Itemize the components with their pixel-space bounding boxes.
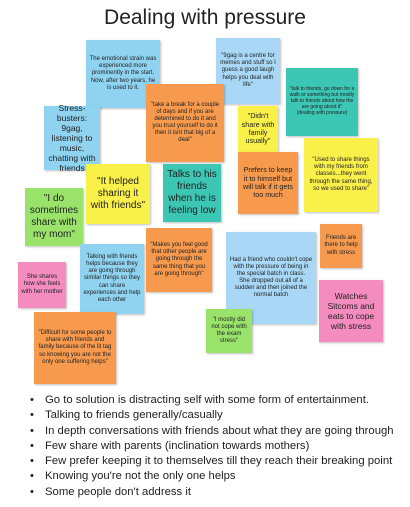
sticky-note: Had a friend who couldn't cope with the pressure of being in the special batch in class. She dropped out all of a sudden and then joined the normal batch (226, 232, 316, 324)
sticky-note: "9gag is a centre for memes and stuff so I guess a good laugh helps you deal with life" (216, 38, 280, 104)
page-title: Dealing with pressure (104, 6, 306, 29)
list-item: • Few prefer keeping it to themselves till they reach their breaking point (45, 454, 410, 469)
sticky-note: She shares how she feels with her mother (18, 262, 66, 308)
sticky-note: "Difficult for some people to share with friends and family because of the lit tag so knowing you are not the only one suffering helps" (34, 312, 116, 384)
list-item: • Talking to friends generally/casually (45, 408, 410, 423)
sticky-note: "I mostly did not cope with the exam stress" (206, 309, 252, 353)
sticky-note: Talking with friends helps because they are going through similar things so they can share experiences and help each other (80, 244, 144, 314)
list-item: • Knowing you're not the only one helps (45, 469, 410, 484)
sticky-note: Stress-busters: 9gag, listening to music, chatting with friends (44, 106, 100, 170)
sticky-note: Friends are there to help with stress (320, 224, 362, 268)
sticky-note: "I do sometimes share with my mom" (25, 188, 83, 246)
sticky-note: The emotional strain was experienced more prominently in the start. Now, after two years, he is used to it. (86, 40, 160, 108)
sticky-note: "Didn't share with family usually" (238, 106, 278, 152)
sticky-note: Watches Sitcoms and eats to cope with stress (319, 280, 383, 342)
sticky-note: "Used to share things with my friends from classes...they went through the same thing, so we used to share" (304, 138, 378, 212)
sticky-note: "take a break for a couple of days and if you are determined to do it and you trust yourself to do it then it isnt that big of a deal" (146, 84, 224, 162)
sticky-note: Prefers to keep it to himself but will talk if it gets too much (238, 152, 298, 214)
list-item: • In depth conversations with friends about what they are going through (45, 424, 410, 439)
list-item: • Few share with parents (inclination towards mothers) (45, 439, 410, 454)
sticky-note: "talk to friends, go down for a walk or something but mostly talk to friends about how the are going about it" (dealing with pressure) (286, 68, 358, 136)
sticky-note: "Makes you feel good that other people are going through the same thing that you are going through" (146, 228, 212, 292)
sticky-note: "It helped sharing it with friends" (86, 164, 150, 224)
list-item: • Some people don't address it (45, 485, 410, 500)
sticky-note: Talks to his friends when he is feeling low (163, 164, 221, 222)
summary-list (27, 393, 410, 500)
list-item: • Go to solution is distracting self with some form of entertainment. (45, 393, 410, 408)
